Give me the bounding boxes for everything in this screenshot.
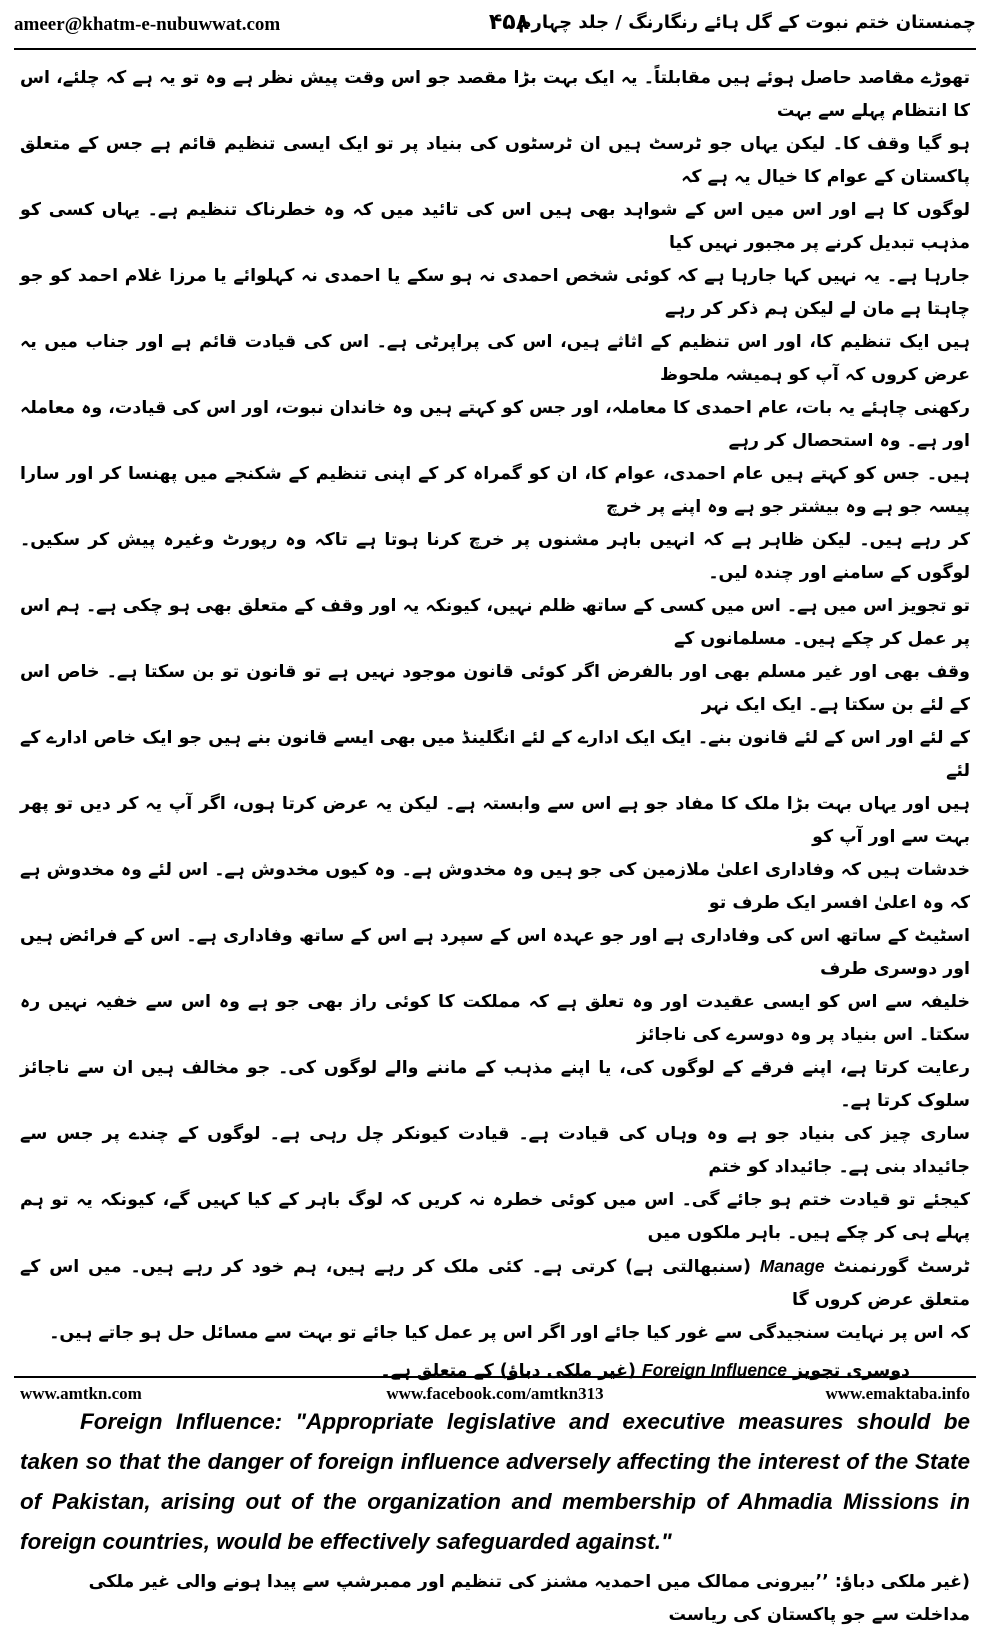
footer-link-amtkn[interactable]: www.amtkn.com (20, 1384, 142, 1403)
urdu-line: تو تجویز اس میں ہے۔ اس میں کسی کے ساتھ ظلم نہیں، کیونکہ یہ اور وقف کے متعلق بھی ہو چکی ہے۔ ہم اس پر عمل کر چکے ہیں۔ مسلمانوں کے (20, 596, 970, 649)
second-proposal-before: دوسری تجویز (786, 1361, 910, 1381)
manage-line-after: (سنبھالتی ہے) کرتی ہے۔ کئی ملک کر رہے ہیں، ہم خود کر رہے ہیں۔ میں اس کے متعلق عرض کروں گا (20, 1257, 970, 1310)
urdu-line: وقف بھی اور غیر مسلم بھی اور بالفرض اگر کوئی قانون موجود نہیں ہے تو قانون تو بن سکتا ہے۔ خاص اس کے لئے بن سکتا ہے۔ ایک ایک نہر (20, 662, 970, 715)
footer-divider (14, 1376, 976, 1378)
urdu-line: ہیں۔ جس کو کہتے ہیں عام احمدی، عوام کا، ان کو گمراہ کر کے اپنی تنظیم کے شکنجے میں پھنسا کر اور سارا پیسہ جو ہے وہ بیشتر جو ہے وہ اپنے پر خرچ (20, 464, 970, 517)
english-quote (20, 1402, 970, 1562)
urdu-paragraph (20, 62, 970, 1350)
second-proposal-heading (20, 1354, 910, 1388)
urdu-line: ہیں اور یہاں بہت بڑا ملک کا مفاد جو ہے اس سے وابستہ ہے۔ لیکن یہ عرض کرتا ہوں، اگر آپ یہ کر دیں تو پھر بہت سے اور آپ کو (20, 794, 970, 847)
urdu-line: رعایت کرتا ہے، اپنے فرقے کے لوگوں کی، یا اپنے مذہب کے ماننے والے لوگوں کی۔ جو مخالف ہیں ان سے ناجائز سلوک کرتا ہے۔ (20, 1058, 970, 1111)
second-proposal-after: (غیر ملکی دباؤ) کے متعلق ہے۔ (380, 1361, 643, 1381)
urdu-line: تھوڑے مقاصد حاصل ہوئے ہیں مقابلتاً۔ یہ ایک بہت بڑا مقصد جو اس وقت پیش نظر ہے وہ تو یہ ہے کہ چلئے، اس کا انتظام پہلے سے بہت (20, 68, 970, 121)
urdu-line: خدشات ہیں کہ وفاداری اعلیٰ ملازمین کی جو ہیں وہ مخدوش ہے۔ وہ کیوں مخدوش ہے۔ اس لئے وہ مخدوش ہے کہ وہ اعلیٰ افسر ایک طرف تو (20, 860, 970, 913)
urdu-closing-line: کہ اس پر نہایت سنجیدگی سے غور کیا جائے اور اگر اس پر عمل کیا جائے تو بہت سے مسائل حل ہو جاتے ہیں۔ (49, 1323, 970, 1343)
urdu-line: لوگوں کا ہے اور اس میں اس کے شواہد بھی ہیں اس کی تائید میں کہ وہ خطرناک تنظیم ہے۔ یہاں کسی کو مذہب تبدیل کرنے پر مجبور نہیں کیا (20, 200, 970, 253)
urdu-manage-line (20, 1250, 970, 1317)
urdu-line: ساری چیز کی بنیاد جو ہے وہ وہاں کی قیادت ہے۔ قیادت کیونکر چل رہی ہے۔ لوگوں کے چندے پر جس سے جائیداد بنی ہے۔ جائیداد کو ختم (20, 1124, 970, 1177)
header-divider (14, 48, 976, 50)
header-email: ameer@khatm-e-nubuwwat.com (14, 14, 281, 35)
english-quote-text: Foreign Influence: "Appropriate legislative and executive measures should be taken so that the danger of foreign influence adversely affecting the interest of the State of Pakistan, arising out of the organization and membership of Ahmadia Missions in foreign countries, would be effectively safeguarded against." (20, 1409, 970, 1554)
urdu-line: کیجئے تو قیادت ختم ہو جائے گی۔ اس میں کوئی خطرہ نہ کریں کہ لوگ باہر کے کیا کہیں گے، کیونکہ یہ تو ہم پہلے ہی کر چکے ہیں۔ باہر ملکوں میں (20, 1190, 970, 1243)
urdu-line: ہیں ایک تنظیم کا، اور اس تنظیم کے اثاثے ہیں، اس کی پراپرٹی ہے۔ اس کی قیادت قائم ہے اور جناب میں یہ عرض کروں کہ آپ کو ہمیشہ ملحوظ (20, 332, 970, 385)
page-number: ۴۵۸ (488, 10, 530, 35)
manage-line-before: ٹرسٹ گورنمنٹ (824, 1257, 971, 1277)
urdu-translation-start: (غیر ملکی دباؤ: ’’بیرونی ممالک میں احمدیہ مشنز کی تنظیم اور ممبرشپ سے پیدا ہونے والی غیر ملکی مداخلت سے جو پاکستان کی ریاست (88, 1572, 970, 1625)
footer-link-facebook[interactable]: www.facebook.com/amtkn313 (386, 1384, 604, 1403)
page-footer (20, 1384, 970, 1408)
book-title: چمنستان ختم نبوت کے گل ہائے رنگارنگ / جلد چہارم (518, 12, 976, 33)
page-header (14, 10, 976, 44)
footer-link-emaktaba[interactable]: www.emaktaba.info (825, 1384, 970, 1403)
urdu-line: کے لئے اور اس کے لئے قانون بنے۔ ایک ایک ادارے کے لئے انگلینڈ میں بھی ایسے قانون بنے ہیں جو ایک خاص ادارے کے لئے (20, 728, 970, 781)
urdu-line: کر رہے ہیں۔ لیکن ظاہر ہے کہ انہیں باہر مشنوں پر خرچ کرنا ہوتا ہے تاکہ وہ رپورٹ وغیرہ پیش کر سکیں۔ لوگوں کے سامنے اور چندہ لیں۔ (20, 530, 970, 583)
second-proposal-english: Foreign Influence (642, 1360, 787, 1380)
urdu-line: اسٹیٹ کے ساتھ اس کی وفاداری ہے اور جو عہدہ اس کے سپرد ہے اس کے ساتھ وفاداری ہے۔ اس کے فرائض ہیں اور دوسری طرف (20, 926, 970, 979)
urdu-line: جارہا ہے۔ یہ نہیں کہا جارہا ہے کہ کوئی شخص احمدی نہ ہو سکے یا احمدی نہ کہلوائے یا مرزا غلام احمد کو جو چاہتا ہے مان لے لیکن ہم ذکر کر رہے (20, 266, 970, 319)
urdu-line: خلیفہ سے اس کو ایسی عقیدت اور وہ تعلق ہے کہ مملکت کا کوئی راز بھی جو ہے وہ اس سے خفیہ نہیں رہ سکتا۔ اس بنیاد پر وہ دوسرے کی ناجائز (20, 992, 970, 1045)
urdu-line: ہو گیا وقف کا۔ لیکن یہاں جو ٹرسٹ ہیں ان ٹرسٹوں کی بنیاد پر تو ایک ایسی تنظیم قائم ہے جس کے متعلق پاکستان کے عوام کا خیال یہ ہے کہ (20, 134, 970, 187)
manage-word: Manage (759, 1256, 825, 1276)
urdu-line: رکھنی چاہئے یہ بات، عام احمدی کا معاملہ، اور جس کو کہتے ہیں وہ خاندان نبوت، اور اس کی قیادت، وہ معاملہ اور ہے۔ وہ استحصال کر رہے (20, 398, 970, 451)
